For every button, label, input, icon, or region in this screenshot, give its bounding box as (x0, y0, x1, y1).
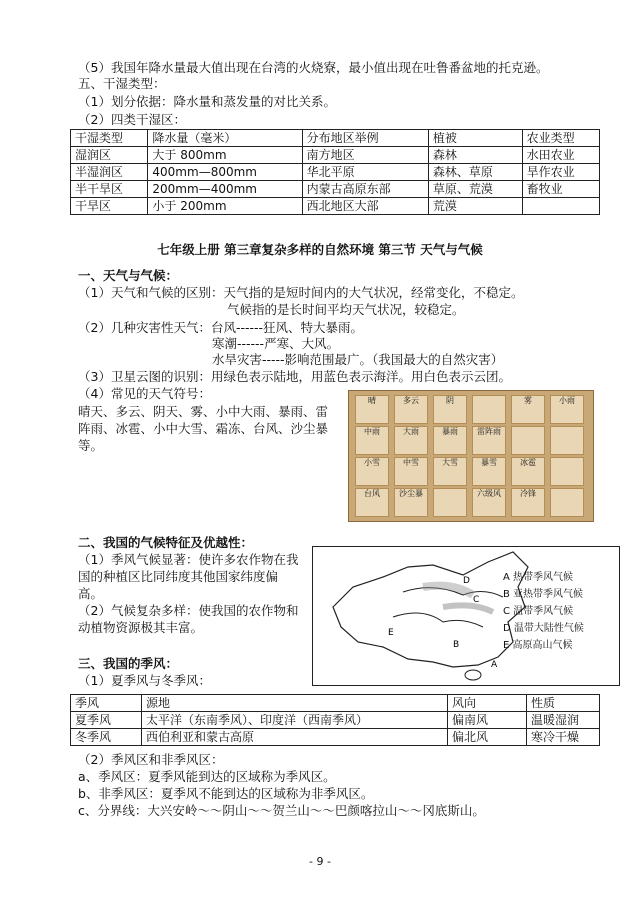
table-header-cell: 降水量（毫米） (148, 130, 302, 147)
weather-symbol-icon: 暴雪 (472, 457, 506, 486)
table-header-cell: 植被 (428, 130, 522, 147)
text-line: （1）天气和气候的区别：天气指的是短时间内的大气状况，经常变化，不稳定。 (78, 285, 524, 300)
table-cell: 半干旱区 (71, 181, 148, 198)
table-cell: 太平洋（东南季风）、印度洋（西南季风） (142, 712, 448, 729)
table-cell: 半湿润区 (71, 164, 148, 181)
text-line: 高。 (78, 586, 104, 601)
table-cell: 西伯利亚和蒙古高原 (142, 729, 448, 746)
text-line: （5）我国年降水量最大值出现在台湾的火烧寮，最小值出现在吐鲁番盆地的托克逊。 (78, 60, 549, 75)
weather-symbol-icon: 冷锋 (511, 488, 545, 517)
text-line: （2）几种灾害性天气：台风------狂风、特大暴雨。 (78, 320, 364, 335)
weather-symbol-icon: 冰雹 (511, 457, 545, 486)
map-letter-b: B (453, 640, 460, 650)
table-row (71, 712, 600, 729)
table-cell: 偏北风 (448, 729, 527, 746)
table-cell: 400mm—800mm (148, 164, 302, 181)
weather-symbol-icon (472, 395, 506, 424)
weather-symbol-icon: 六级风 (472, 488, 506, 517)
legend-item: C 温带季风气候 (503, 606, 574, 617)
text-line: 寒潮------严寒、大风。 (212, 336, 340, 351)
text-line: （1）划分依据：降水量和蒸发量的对比关系。 (78, 94, 336, 109)
section-heading: 三、我国的季风： (78, 656, 179, 671)
table-cell: 小于 200mm (148, 198, 302, 215)
table-cell: 华北平原 (302, 164, 428, 181)
table-cell: 夏季风 (71, 712, 142, 729)
weather-symbol-icon: 中雨 (355, 426, 389, 455)
table-cell: 西北地区大部 (302, 198, 428, 215)
table-cell: 畜牧业 (522, 181, 599, 198)
table-cell: 水田农业 (522, 147, 599, 164)
table-header-cell: 源地 (142, 695, 448, 712)
text-line: 国的种植区比同纬度其他国家纬度偏 (78, 569, 279, 584)
table-header-cell: 分布地区举例 (302, 130, 428, 147)
legend-item: E 高原高山气候 (503, 640, 573, 651)
text-line: a、季风区：夏季风能到达的区域称为季风区。 (78, 769, 336, 784)
table-cell: 湿润区 (71, 147, 148, 164)
text-line: （2）季风区和非季风区： (78, 752, 224, 767)
weather-symbol-icon (511, 426, 545, 455)
table-cell: 旱作农业 (522, 164, 599, 181)
china-climate-map (312, 546, 620, 686)
table-cell: 干旱区 (71, 198, 148, 215)
text-line: 水旱灾害-----影响范围最广。（我国最大的自然灾害） (212, 352, 504, 367)
table-row (71, 164, 600, 181)
table-header-row (71, 695, 600, 712)
table-cell: 寒冷干燥 (527, 729, 600, 746)
table-header-cell: 干湿类型 (71, 130, 148, 147)
map-letter-d: D (463, 576, 470, 586)
table-header-cell: 风向 (448, 695, 527, 712)
table-row (71, 147, 600, 164)
weather-symbol-icon: 多云 (394, 395, 428, 424)
map-legend (503, 569, 584, 654)
legend-item: D 温带大陆性气候 (503, 623, 584, 634)
monsoon-table (70, 694, 600, 746)
table-header-row (71, 130, 600, 147)
text-line: b、非季风区：夏季风不能到达的区域称为非季风区。 (78, 786, 374, 801)
table-cell: 森林、草原 (428, 164, 522, 181)
text-line: 阵雨、冰雹、小中大雪、霜冻、台风、沙尘暴 (78, 421, 329, 436)
table-header-cell: 农业类型 (522, 130, 599, 147)
weather-symbol-icon: 晴 (355, 395, 389, 424)
weather-symbol-icon: 沙尘暴 (394, 488, 428, 517)
table-row (71, 729, 600, 746)
text-line: c、分界线：大兴安岭～～阴山～～贺兰山～～巴颜喀拉山～～冈底斯山。 (78, 803, 485, 818)
text-line: （1）夏季风与冬季风： (78, 673, 211, 688)
table-row (71, 181, 600, 198)
table-cell (522, 198, 599, 215)
map-letter-c: C (473, 595, 480, 605)
text-line: 等。 (78, 438, 104, 453)
weather-symbol-icon: 雷阵雨 (472, 426, 506, 455)
text-line: （4）常见的天气符号： (78, 386, 211, 401)
weather-symbol-icon: 小雪 (355, 457, 389, 486)
table-cell: 内蒙古高原东部 (302, 181, 428, 198)
text-line: 晴天、多云、阴天、雾、小中大雨、暴雨、雷 (78, 404, 329, 419)
text-line: （2）四类干湿区： (78, 112, 186, 127)
map-letter-e: E (388, 628, 394, 638)
weather-symbol-icon: 暴雨 (433, 426, 467, 455)
weather-symbol-icon (550, 457, 584, 486)
section-heading: 一、天气与气候： (78, 268, 179, 283)
table-cell: 荒漠 (428, 198, 522, 215)
table-cell: 草原、荒漠 (428, 181, 522, 198)
table-cell: 冬季风 (71, 729, 142, 746)
table-cell: 大于 800mm (148, 147, 302, 164)
weather-symbol-icon: 大雨 (394, 426, 428, 455)
text-line: （3）卫星云图的识别：用绿色表示陆地，用蓝色表示海洋。用白色表示云团。 (78, 369, 511, 384)
weather-symbol-icon: 中雪 (394, 457, 428, 486)
table-cell: 温暖湿润 (527, 712, 600, 729)
section-heading: 五、干湿类型： (78, 76, 166, 91)
section-heading: 二、我国的气候特征及优越性： (78, 535, 254, 550)
text-line: （2）气候复杂多样：使我国的农作物和 (78, 603, 299, 618)
text-line: （1）季风气候显著：使许多农作物在我 (78, 552, 299, 567)
legend-item: B 亚热带季风气候 (503, 589, 584, 600)
legend-item: A 热带季风气候 (503, 572, 574, 583)
weather-symbol-icon: 雾 (511, 395, 545, 424)
table-header-cell: 性质 (527, 695, 600, 712)
weather-symbol-icon: 小雨 (550, 395, 584, 424)
weather-symbol-icon (550, 426, 584, 455)
section-title: 七年级上册 第三章复杂多样的自然环境 第三节 天气与气候 (157, 242, 483, 257)
table-cell: 偏南风 (448, 712, 527, 729)
map-letter-a: A (491, 660, 498, 670)
table-header-cell: 季风 (71, 695, 142, 712)
text-line: 动植物资源极其丰富。 (78, 620, 204, 635)
dry-wet-table (70, 129, 600, 215)
weather-symbol-icon: 大雪 (433, 457, 467, 486)
weather-symbol-icon (433, 488, 467, 517)
table-row (71, 198, 600, 215)
weather-symbol-icon: 台风 (355, 488, 389, 517)
page-number: - 9 - (309, 855, 331, 868)
weather-symbol-icon (550, 488, 584, 517)
table-cell: 南方地区 (302, 147, 428, 164)
table-cell: 森林 (428, 147, 522, 164)
table-cell: 200mm—400mm (148, 181, 302, 198)
weather-symbol-icon: 阴 (433, 395, 467, 424)
text-line: 气候指的是长时间平均天气状况，较稳定。 (227, 302, 465, 317)
weather-symbols-panel (348, 390, 594, 522)
